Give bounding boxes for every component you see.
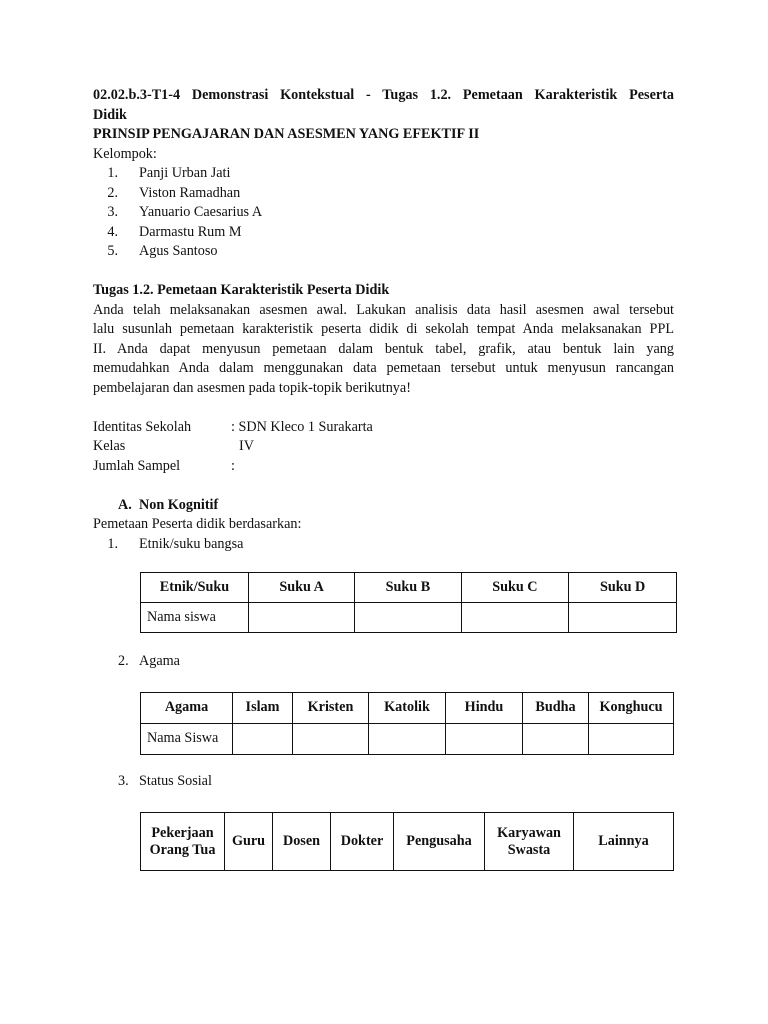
list-item: 1. Panji Urban Jati: [93, 164, 674, 184]
table-cell: [233, 724, 293, 755]
item-2: 2. Agama: [118, 653, 180, 669]
table-header-cell: Pekerjaan Orang Tua: [141, 813, 225, 871]
table-header-cell: Budha: [523, 693, 589, 724]
list-item: 5. Agus Santoso: [93, 242, 674, 262]
table-cell: [249, 603, 355, 633]
task-heading: Tugas 1.2. Pemetaan Karakteristik Peserta Didik: [93, 282, 390, 298]
ethnicity-table: [140, 572, 677, 633]
table-row-label: Nama siswa: [141, 603, 249, 633]
table-row-label: Nama Siswa: [141, 724, 233, 755]
list-item: 2. Viston Ramadhan: [93, 184, 674, 204]
table-header-cell: Agama: [141, 693, 233, 724]
table-cell: [355, 603, 461, 633]
member-name: Yanuario Caesarius A: [139, 204, 263, 220]
member-name: Darmastu Rum M: [139, 223, 242, 240]
table-header-cell: Kristen: [293, 693, 369, 724]
doc-title-line1: 02.02.b.3-T1-4 Demonstrasi Kontekstual - Tugas 1.2. Pemetaan Karakteristik Peserta: [93, 87, 674, 103]
item-1: [93, 535, 674, 555]
table-header-cell: Konghucu: [589, 693, 674, 724]
table-cell: [589, 724, 674, 755]
social-status-table: [140, 812, 674, 871]
item-3: 3. Status Sosial: [118, 773, 212, 789]
member-name: Viston Ramadhan: [139, 184, 241, 201]
table-header-cell: Suku D: [569, 573, 677, 603]
document-body: [93, 86, 674, 554]
table-header-cell: Suku B: [355, 573, 461, 603]
task-paragraph: Anda telah melaksanakan asesmen awal. Lakukan analisis data hasil asesmen awal tersebut lalu susunlah pemetaan karakteristik peserta didik di sekolah tempat Anda melaksanakan PPL II. Anda dapat menyusun pemetaan dalam bentuk tabel, grafik, atau bentuk lain yang memudahkan Anda dalam menggunakan data pemetaan tersebut untuk menyusun rancangan pembelajaran dan asesmen pada topik-topik berikutnya!: [93, 301, 674, 396]
table-header-row: [141, 813, 674, 871]
table-cell: [446, 724, 523, 755]
table-cell: [461, 603, 569, 633]
group-label: Kelompok:: [93, 145, 157, 162]
member-name: Agus Santoso: [139, 243, 218, 259]
table-header-row: [141, 573, 677, 603]
table-header-row: [141, 693, 674, 724]
table-header-cell: Guru: [225, 813, 273, 871]
list-item: 3. Yanuario Caesarius A: [93, 203, 674, 223]
identity-school: Identitas Sekolah : SDN Kleco 1 Surakarta: [93, 418, 373, 435]
list-item: 4. Darmastu Rum M: [93, 223, 674, 243]
table-header-cell: Pengusaha: [394, 813, 485, 871]
member-list: [93, 164, 674, 262]
section-a-heading: A. Non Kognitif: [118, 496, 219, 513]
member-name: Panji Urban Jati: [139, 165, 231, 181]
table-header-cell: Etnik/Suku: [141, 573, 249, 603]
identity-class: Kelas IV: [93, 438, 254, 454]
table-cell: [369, 724, 446, 755]
religion-table: [140, 692, 674, 755]
table-cell: [569, 603, 677, 633]
doc-subtitle: PRINSIP PENGAJARAN DAN ASESMEN YANG EFEKTIF II: [93, 126, 480, 142]
table-header-cell: Lainnya: [574, 813, 674, 871]
table-row: [141, 603, 677, 633]
table-cell: [523, 724, 589, 755]
table-header-cell: Hindu: [446, 693, 523, 724]
table-header-cell: Karyawan Swasta: [485, 813, 574, 871]
table-header-cell: Islam: [233, 693, 293, 724]
table-header-cell: Dosen: [273, 813, 331, 871]
table-row: [141, 724, 674, 755]
table-header-cell: Suku C: [461, 573, 569, 603]
table-header-cell: Suku A: [249, 573, 355, 603]
list-item: 1. Etnik/suku bangsa: [107, 535, 244, 552]
table-header-cell: Katolik: [369, 693, 446, 724]
mapping-intro: Pemetaan Peserta didik berdasarkan:: [93, 516, 302, 532]
doc-title-line2: Didik: [93, 106, 127, 123]
table-cell: [293, 724, 369, 755]
identity-sample: Jumlah Sampel :: [93, 457, 235, 474]
table-header-cell: Dokter: [331, 813, 394, 871]
